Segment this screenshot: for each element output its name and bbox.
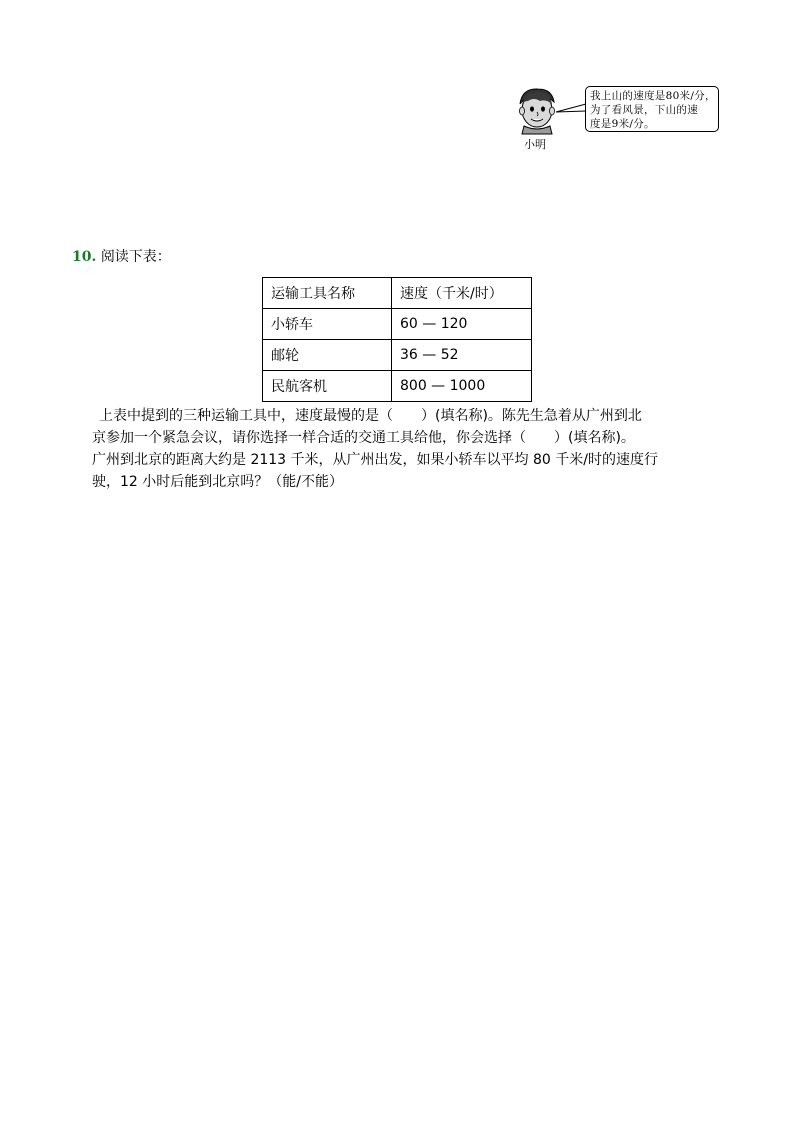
paragraph-line: 广州到北京的距离大约是 2113 千米，从广州出发，如果小轿车以平均 80 千米/时的速度行 bbox=[92, 452, 658, 468]
table-header-cell: 速度（千米/时） bbox=[392, 278, 532, 309]
table-row bbox=[263, 371, 532, 402]
figure-xiaoming bbox=[512, 84, 727, 154]
question-prompt: 阅读下表： bbox=[100, 249, 171, 265]
table-row bbox=[263, 309, 532, 340]
speech-line: 为了看风景，下山的速 bbox=[590, 104, 698, 116]
table-cell: 邮轮 bbox=[263, 340, 392, 371]
transport-speed-table bbox=[262, 277, 532, 402]
question-heading bbox=[72, 246, 171, 266]
speech-line: 度是9米/分。 bbox=[590, 118, 655, 130]
table-cell: 36 — 52 bbox=[392, 340, 532, 371]
paragraph-line: 驶，12 小时后能到北京吗？（能/不能） bbox=[92, 474, 343, 490]
question-number: 10. bbox=[72, 249, 97, 265]
table-header-cell: 运输工具名称 bbox=[263, 278, 392, 309]
paragraph-line: 上表中提到的三种运输工具中，速度最慢的是（ ）(填名称)。陈先生急着从广州到北 bbox=[99, 408, 642, 424]
table-cell: 800 — 1000 bbox=[392, 371, 532, 402]
speech-bubble bbox=[585, 86, 719, 132]
table-cell: 60 — 120 bbox=[392, 309, 532, 340]
person-name: 小明 bbox=[524, 138, 546, 151]
question-paragraph bbox=[92, 405, 732, 493]
speech-line: 我上山的速度是80米/分， bbox=[590, 90, 716, 102]
table-row bbox=[263, 340, 532, 371]
paragraph-line: 京参加一个紧急会议，请你选择一样合适的交通工具给他，你会选择（ ）(填名称)。 bbox=[92, 430, 635, 446]
table-cell: 小轿车 bbox=[263, 309, 392, 340]
table-cell: 民航客机 bbox=[263, 371, 392, 402]
table-header-row bbox=[263, 278, 532, 309]
